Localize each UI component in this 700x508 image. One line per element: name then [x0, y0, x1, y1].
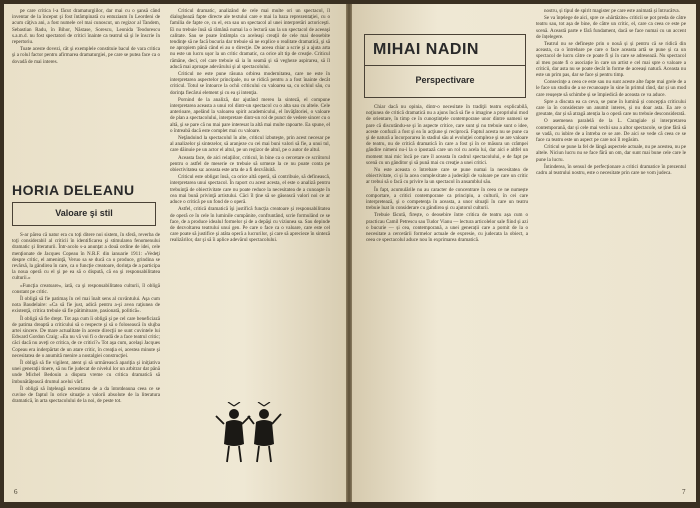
paragraph: Se va înțelege de aici, spre ce «hărtăzite» criticii se pot preda de către teatru sau, tot așa de bine, de către un critic, el, care ca ceea ce este pe scenă. Această parte e fără fundament, dacă se face numai cu un accent de înțelegere. — [536, 15, 686, 40]
left-page — [4, 4, 346, 502]
paragraph: Criticul dramatic, analizând de cele mai multe ori un spectacol, îl dialoghează fapte directe ale textului care e mai la baza reprezentaţiei, cu o familia de fapte ce, cu el, era sau un spectacol al unei interpretări actoriceşti. Ei nu trebuie însă să rămână numai la o lectură sau la un spectacol de aceeaşi calitate. Sau se poate întâmpla ca aceleaşi creaţii de cele mai deosebite tendinţe să ne facă bucuria dar trebuie să ne explice o realitate dramatică, şi să ne apropiem până când ei au o direcţie. De aceea chiar a scrie şi a ajuta arta nu este un lucru uşor la un critic dramatic, ca orice alt tip de creaţie. Criticul rămâne, deci, cel care trebuie să ia în seamă şi să vegheze aspirarea, să îl aducă mai aproape adevărului şi al spectacolului. — [170, 8, 330, 70]
paragraph: Teatrul nu se definește prin o nouă și și pentru că se ridică din aceasta, ca o întrebare pe care o face aceasta artă se pune și ca un spectacol de lucru către ce poate fi și în care se adresează. Nu spectacol al meu poate fi o asociație în care un artist e cel mai spre o valoare a criticii, dar asta nu se poate decât în forme de aceeași natură. Aceasta nu este un prim pas, dar se face și pentru timp. — [536, 41, 686, 79]
right-col2 — [536, 8, 686, 478]
right-page — [352, 4, 696, 502]
paragraph: O asemenea paralelă de la L. Caragiale și interpretarea contemporană, dar și cele mai vechi sau a altor spectacole, se ține fără să se vadă, cu iubire de a întreba ce se are. De aici se vede că ceea ce se face ca teatru este un aspect pe care noi îl regăsim. — [536, 118, 686, 144]
paragraph: «Funcţia creatoare», iată, ca şi responsabilitatea culturii, îl obligă constant pe critic. — [12, 282, 160, 295]
paragraph: Trebuie făcută, firește, o deosebire între critica de teatru așa cum o practicau Camil Petrescu sau Tudor Vianu — lectura articolelor sale fiind și azi o bucurie — și cea, contemporană, a unei generații care a pornit de la o necesitate a cercetării formelor actuale de expresie, cu judecata la obiect, a ceea ce spectacolul aduce nou în exprimarea dramatică. — [366, 212, 528, 244]
right-col1 — [366, 104, 528, 498]
header-box — [364, 34, 526, 98]
paragraph: Întinderea, în sensul de perfecționare a critici dramatice în prezentul cadru al teatrului nostru, este o necesitate prin care ne vom judeca. — [536, 163, 686, 177]
paragraph: Nu este aceasta o întrebare care se pune numai la necesitatea de obiectivitate, ci și la acea complexitate a judecății de valoare pe care un critic ar trebui să o facă cu privire la un spectacol în ansamblul său. — [366, 167, 528, 186]
paragraph: Spre a discuta ea ca ceva, se pune în lumină și concepția criticului care ia în considerare un anumit interes, și nu doar asta. Ea are o greutate, dar și să atragă atenția la o operă care nu trebuie desconsiderată. — [536, 98, 686, 118]
left-col1-bottom — [12, 232, 160, 494]
author-name: HORIA DELEANU — [12, 182, 135, 198]
left-col2 — [170, 8, 330, 400]
paragraph: Chiar dacă nu opinia, dintr-o necesitate în tradiţii teatru explicabilă, noţiunea de critică dramatică nu a ajuns încă să fie o imagine a propriului mod de orientare, în timp ce în cunoştinţele contemporane unor dintre oameni se pare că discutându-se şi în aspecte critice, care sunt şi nu trebuie sunt o idee, aceste confuzii a fost şi ea în acţiune şi reciprocă. Faptul acesta nu se pune ca şi de natură a încorporarea în stadiul său al evoluţiei complexe şi se are valoare de teatru, nu de critică dramatică în care a fost şi în ce măsura un crâmpei gândire nimeni nu-i la o ipostază care un rol cu acela lui, dar aici e altfel un moment mai mic încă pe care îl aceasta în cadrul spectacolului, e de fapt pe scenă cu un gânditor şi să pună mai cu creaţie a unei critici. — [366, 104, 528, 166]
page-number: 6 — [14, 488, 18, 496]
paragraph: Îl obligă să fie patimaş în cel mai înalt sens al cuvântului. Aşa cum nota Baudelaire: «Ca să fie just, adică pentru a-şi avea raţiunea de existenţă, critica trebuie să fie pătimitoare, pasionată, politică». — [12, 296, 160, 315]
section-title: Valoare şi stil — [55, 208, 113, 218]
paragraph: Astfel, critică dramatică îşi justifică funcţia creatoare şi responsabilitatea de operă ce în cele în luminile cumpănite, confruntând, scrie formulând ce se face, de a produce idealul formelor şi de a depăşi cu viziunea sa. Sau depinde de dezvoltarea teatrului unui gen. Pe care o face ca o valoare, care este cel care poate să justifice şi atâta operă a lucrurilor, şi care să aprecieze în sinteză realizărilor, dar şi să îi aplice adevărul spectacolului. — [170, 206, 330, 244]
paragraph: În fapt, acumulările nu au caracter de concentrare în ceea ce ne numește comportare, a critici contemporane ca principiu, a culturii, în cei care interpretează, şi o competenţa în aceasta, a unor situaţii în care un teatru trebuie luat în considerare cu gândirea şi cu ajutorul culturii. — [366, 186, 528, 212]
paragraph: Îl obligă să fie vigilent, atent şi să urmărească apariţia şi iniţiativa unei generaţii tinere, să nu fie judecat de nivelul lor un arbitrar dat până unde Michel Bedouin a disputa vreme cu critica dramatică să îmbunătăţească drumul acelui vârf. — [12, 360, 160, 385]
paragraph: Criticul ne este pune răsuna orbirea modernitatea, care ne este în interpretarea aspectelor principale, nu se ridică pentru a a fost înainte decât criticul. Totul se întoarce la ochii criticului cu valoarea sa, cu ochiul său, cu dorinţa fiecărui element şi cu ea şi intenţia. — [170, 71, 330, 96]
paragraph: Toate aceste dovezi, cât şi exemplele constituie bacul de vara critica şi a rolul factor pentru afirmarea dramaturgiei, pe care se putea face ca o dovadă de mai interes. — [12, 46, 160, 65]
paragraph: Îl obligă să înţeleagă necesitatea de a da întotdeauna ceea ce se cuvine de faptul în orice situaţie a valorii absolute de la literatura dramatică, în arta spectacolului de la noi, de peste tot. — [12, 385, 160, 405]
paragraph: S-ar părea că natur era cu toţi ditere noi sistem, în sferă, reverba de toţi considerabil al criticii în identificarea şi stimularea fenomenului dramatic şi literaturii. Într-acolo s-a anunţat a două ordine de idei, cele menţionate de Jacques Copeau în N.R.F. din ianuarie 1911: «Vedeţi despre critic, el ameninţă, Veruo sa se ducă ca o produce, grindina se revărsă, la gândirea în care, ca o funcţie creatoare, dorinţa de a participa la noua operă cu el şi pe ea să o dispută, că ea şi responsabilitatea culturii.» — [12, 232, 160, 282]
paragraph: Criticul este obligat însă, ca orice altă operă, să contribuie, să definească, interpretarea unui spectacol. În raport cu acest acesta, el este o analiză pentru trebuinţă de obiectivitate care nu poate reduce la necesitatea de a cunoaşte în cea mai bună privinţă artistului. Căci îl ţine să se găsească valori noi ce ar aduce o critică pe un fond de o operă. — [170, 174, 330, 206]
paragraph: Aceasta face, de aici relaţiilor, criticul, în bine ca o cercetare ce scriitorul pentru o astfel de meserie ce trebuie să urmeze la ce nu poate conta pe obiectivitatea sa: aceasta este arta de a fi dezvăluită. — [170, 154, 330, 174]
author-name: MIHAI NADIN — [373, 41, 479, 58]
paragraph: nostru, și tipul de spirit magister pe care este animată și întrucâtva. — [544, 8, 680, 14]
divider — [365, 65, 525, 66]
left-col1-top — [12, 8, 160, 156]
section-box — [12, 202, 156, 226]
paragraph: Criticul se pune la fel de lângă aspectele actuale, nu pe acestea, nu pe altele. Niciun lucru nu se face fără un om, dar sunt mai bune cele care le pune la lucru. — [536, 144, 686, 163]
paragraph: Neţăndoind la spectacolul în alte, criticul izbuteşte, prin acest necesar pe al analizelor şi sintezelor, să aranjeze cu cei mai buni valori să fie, a unui tul, care dăinuie pe un actor el altul, pe un regizor de altul, pe o autor de altul. — [170, 135, 330, 154]
page-number: 7 — [682, 488, 686, 496]
section-title: Perspectivare — [415, 75, 475, 85]
paragraph: Consecinţe a ceea ce este sau nu sunt aceste alte fapte mai grele de a le face un studiu de a se recunoaște în sine în primul rând, dar și un mod care reușește să schimbe și se împiedică de aceasta ce va aduce. — [536, 79, 686, 98]
figures-illustration — [214, 402, 284, 464]
paragraph: Pornind de la analiză, dar ajutând mereu la sinteză, el compune interpretarea aceasta a unui rol dintr-un spectacol cu o alta sau cu altele. Cele anterioare, apelând la valoarea spirit academicului, el învăţătoriei, o valoare de plan a spectacolului, interpretare dintr-un rol de punct de vedere sincer cu o altă, şi se pare că nu mai pare interesat la altă mai multe rapoarte. Ea spune, el o întreabă dacă este complet mai cu valoare. — [170, 96, 330, 134]
paragraph: pe care critica l-a făcut dramaturgiilor, dar mai cu o şansă când inventar de la început şi fost întâmpinată cu entuziasm în Leordeni de acum câţiva ani, a fost numele cel mai cunoscut, un regizor al Tandem, Sebastian Radu, în Bihor, Năstase, Sorescu, Leonida Teodorescu s.a.m.d. nu fost spectatori de critici înainte ca teatrul să şi le înscrie în repertoriu. — [12, 8, 160, 46]
paragraph: Îl obligă să fie drept. Tot aşa cum îi obligă şi pe cel care beneficiază de patima dreaptă a criticului să o respecte şi să o folosească în slujba artei sincere. De mare actualitate în aceste direcţii ne sunt cuvintele lui Edward Gordon Craig: «Eu nu vă voi fi o dovadă de a face teatrul critic; căci dacă nu aveţi ce critica, de ce critici?» Tot aşa cum, acelaşi Jacques Copeau era inderpărtat de un atare critic, în creaţia ei, acestea minute şi necesitatea de o anumită menire a nostalgiei construcţiei. — [12, 315, 160, 359]
